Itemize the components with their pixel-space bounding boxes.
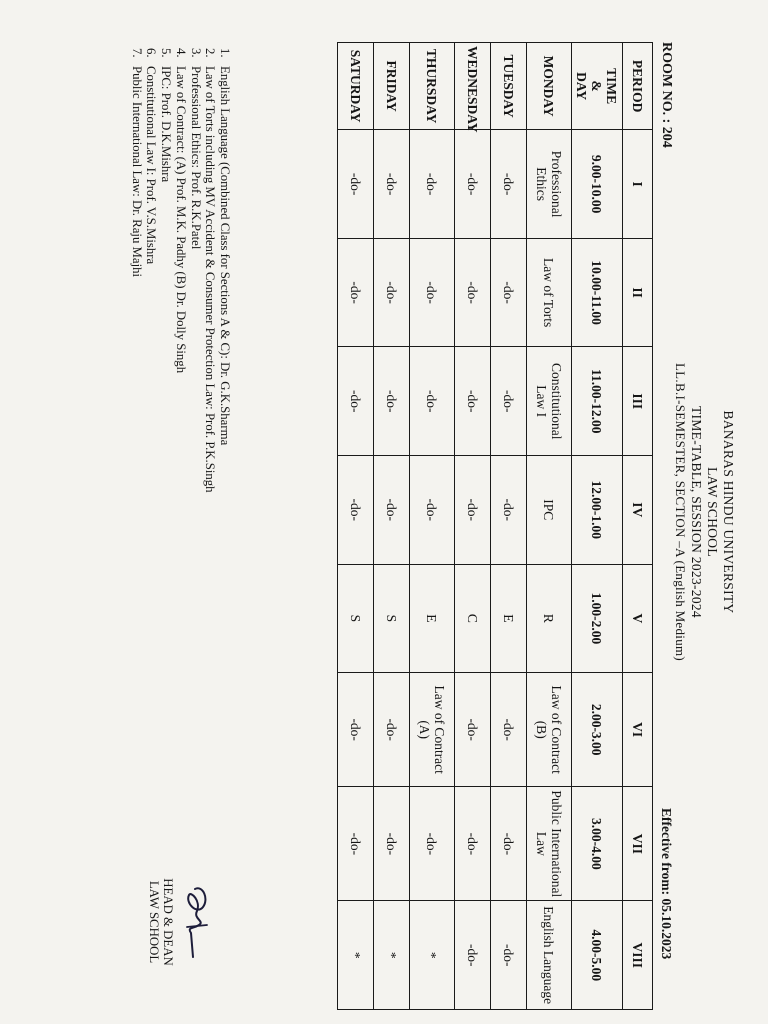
class-cell: -do- xyxy=(455,787,491,901)
class-cell: -do- xyxy=(374,347,410,456)
class-cell: Professional Ethics xyxy=(527,130,572,239)
class-cell: Law of Contract (A) xyxy=(410,673,455,787)
footnote-text: Constitutional Law I: Prof. V.S.Mishra xyxy=(144,66,159,265)
footnote-text: IPC: Prof. D.K.Mishra xyxy=(159,66,174,183)
class-cell: Public International Law xyxy=(527,787,572,901)
time-slot: 11.00-12.00 xyxy=(572,347,623,456)
class-cell: * xyxy=(374,901,410,1010)
footnote-text: Law of Torts including MV Accident & Consumer Protection Law: Prof. P.K.Singh xyxy=(203,66,218,493)
class-cell: * xyxy=(338,901,374,1010)
timetable xyxy=(337,42,653,1010)
class-cell: Law of Torts xyxy=(527,238,572,347)
signature-scribble-icon xyxy=(179,881,213,963)
class-cell: Law of Contract (B) xyxy=(527,673,572,787)
school-name: LAW SCHOOL xyxy=(705,467,720,557)
day-cell: TUESDAY xyxy=(491,43,527,130)
signatory-office: LAW SCHOOL xyxy=(147,880,161,964)
footnote-item xyxy=(144,48,159,493)
footnote-number: 1. xyxy=(218,48,232,58)
footnote-number: 6. xyxy=(144,48,159,58)
faculty-footnotes xyxy=(129,48,232,493)
class-cell: -do- xyxy=(491,455,527,564)
class-cell: -do- xyxy=(338,347,374,456)
class-cell: -do- xyxy=(410,347,455,456)
footnote-text: Public International Law: Dr. Raju Majhi xyxy=(129,66,144,278)
table-row xyxy=(455,43,491,1010)
period-label: PERIOD xyxy=(623,43,653,130)
class-cell: -do- xyxy=(338,238,374,347)
class-cell: E xyxy=(410,564,455,673)
class-cell: Constitutional Law I xyxy=(527,347,572,456)
time-label: TIME xyxy=(604,68,620,105)
day-cell: MONDAY xyxy=(527,43,572,130)
footnote-item xyxy=(188,48,203,493)
day-cell: FRIDAY xyxy=(374,43,410,130)
period-number: II xyxy=(623,238,653,347)
table-row xyxy=(491,43,527,1010)
class-cell: -do- xyxy=(410,238,455,347)
day-label: DAY xyxy=(574,72,590,101)
class-cell: C xyxy=(455,564,491,673)
class-cell: -do- xyxy=(491,347,527,456)
class-cell: -do- xyxy=(455,673,491,787)
table-row xyxy=(338,43,374,1010)
period-number: V xyxy=(623,564,653,673)
footnote-number: 5. xyxy=(159,48,174,58)
period-number: IV xyxy=(623,455,653,564)
table-row xyxy=(527,43,572,1010)
footnote-text: Professional Ethics: Prof. R.K.Patel xyxy=(188,66,203,250)
day-cell: WEDNESDAY xyxy=(455,43,491,130)
period-number: I xyxy=(623,130,653,239)
class-cell: -do- xyxy=(455,238,491,347)
footnote-text: Law of Contract: (A) Prof. M.K. Padhy (B) Dr. Dolly Singh xyxy=(173,66,188,374)
room-number: ROOM NO. : 204 xyxy=(659,42,674,148)
footnote-item xyxy=(203,48,218,493)
class-cell: R xyxy=(527,564,572,673)
period-row xyxy=(623,43,653,1010)
class-cell: -do- xyxy=(455,347,491,456)
class-cell: -do- xyxy=(410,455,455,564)
class-cell: S xyxy=(338,564,374,673)
time-slot: 2.00-3.00 xyxy=(572,673,623,787)
class-cell: -do- xyxy=(374,455,410,564)
footnote-number: 7. xyxy=(129,48,144,58)
signatory-title: HEAD & DEAN xyxy=(161,878,175,966)
class-cell: -do- xyxy=(491,130,527,239)
class-cell: -do- xyxy=(491,238,527,347)
class-cell: -do- xyxy=(374,238,410,347)
period-number: III xyxy=(623,347,653,456)
university-name: BANARAS HINDU UNIVERSITY xyxy=(721,410,736,614)
period-number: VIII xyxy=(623,901,653,1010)
class-cell: -do- xyxy=(374,130,410,239)
footnote-item xyxy=(173,48,188,493)
class-cell: -do- xyxy=(491,673,527,787)
document-header xyxy=(672,0,736,1024)
class-cell: -do- xyxy=(491,901,527,1010)
class-cell: -do- xyxy=(338,130,374,239)
time-slot: 4.00-5.00 xyxy=(572,901,623,1010)
class-cell: -do- xyxy=(455,130,491,239)
class-cell: -do- xyxy=(410,787,455,901)
class-cell: English Language xyxy=(527,901,572,1010)
footnote-number: 2. xyxy=(203,48,218,58)
period-number: VI xyxy=(623,673,653,787)
table-row xyxy=(374,43,410,1010)
class-cell: -do- xyxy=(374,673,410,787)
course-title: LL.B.I-SEMESTER, SECTION –A (English Medium) xyxy=(673,362,688,662)
class-cell: * xyxy=(410,901,455,1010)
class-cell: -do- xyxy=(455,901,491,1010)
time-slot: 1.00-2.00 xyxy=(572,564,623,673)
time-day-label xyxy=(572,43,623,130)
footnote-number: 3. xyxy=(188,48,203,58)
footnote-text: English Language (Combined Class for Sections A & C): Dr. G.K.Sharma xyxy=(218,66,232,446)
period-number: VII xyxy=(623,787,653,901)
class-cell: -do- xyxy=(338,455,374,564)
day-cell: SATURDAY xyxy=(338,43,374,130)
time-slot: 10.00-11.00 xyxy=(572,238,623,347)
day-cell: THURSDAY xyxy=(410,43,455,130)
effective-date: Effective from: 05.10.2023 xyxy=(659,808,674,960)
signature-block xyxy=(147,862,213,982)
class-cell: IPC xyxy=(527,455,572,564)
time-slot: 12.00-1.00 xyxy=(572,455,623,564)
class-cell: -do- xyxy=(338,673,374,787)
footnote-item xyxy=(158,48,173,493)
time-row xyxy=(572,43,623,1010)
footnote-number: 4. xyxy=(173,48,188,58)
class-cell: -do- xyxy=(338,787,374,901)
class-cell: -do- xyxy=(374,787,410,901)
class-cell: S xyxy=(374,564,410,673)
ampersand-label: & xyxy=(589,80,605,92)
class-cell: -do- xyxy=(455,455,491,564)
table-row xyxy=(410,43,455,1010)
time-slot: 3.00-4.00 xyxy=(572,787,623,901)
session-title: TIME-TABLE, SESSION 2023-2024 xyxy=(689,406,704,618)
class-cell: E xyxy=(491,564,527,673)
footnote-item xyxy=(217,48,232,493)
class-cell: -do- xyxy=(410,130,455,239)
class-cell: -do- xyxy=(491,787,527,901)
time-slot: 9.00-10.00 xyxy=(572,130,623,239)
footnote-item xyxy=(129,48,144,493)
